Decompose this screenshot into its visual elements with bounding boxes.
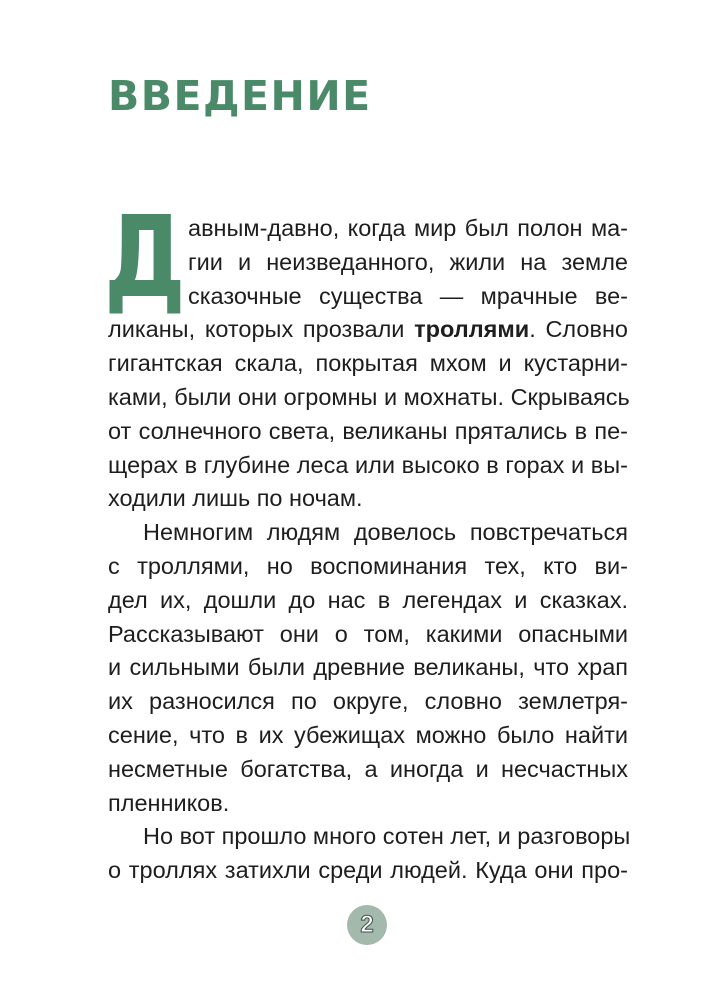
text-fragment: ликаны, которых прозвали — [108, 316, 415, 343]
text-line — [108, 821, 631, 851]
text-line: от солнечного света, великаны прятались в пе- — [108, 417, 628, 444]
text-line: и сильными были древние великаны, что храп — [108, 654, 628, 681]
text-fragment: Но вот прошло много сотен лет, и разговоры — [143, 823, 631, 850]
text-line: ками, были они огромны и мохнаты. Скрываясь — [108, 384, 630, 410]
drop-cap: Д — [104, 193, 186, 323]
text-line: гигантская скала, покрытая мхом и кустарни- — [108, 350, 628, 377]
bold-term: троллями — [414, 316, 530, 343]
text-line: о троллях затихли среди людей. Куда они про- — [108, 857, 628, 884]
text-line: дел их, дошли до нас в легендах и сказках. — [108, 586, 628, 613]
text-line: щерах в глубине леса или высоко в горах и вы- — [108, 451, 628, 478]
text-line — [108, 517, 628, 547]
chapter-title: ВВЕДЕНИЕ — [108, 72, 372, 120]
text-line: сение, что в их убежищах можно было найти — [108, 722, 628, 748]
text-line: авным-давно, когда мир был полон ма- — [188, 215, 628, 241]
text-line: сказочные существа — мрачные ве- — [188, 282, 628, 309]
text-line: Рассказывают они о том, какими опасными — [108, 620, 628, 647]
text-line: с троллями, но воспоминания тех, кто ви- — [108, 553, 628, 579]
text-line: гии и неизведанного, жили на земле — [188, 248, 628, 275]
text-fragment: Немногим людям довелось повстречаться — [143, 519, 628, 546]
text-line: ходили лишь по ночам. — [108, 485, 363, 512]
page-number: 2 — [347, 905, 387, 945]
text-line — [108, 314, 628, 344]
text-line: пленников. — [108, 789, 230, 816]
text-line: их разносился по округе, словно землетря- — [108, 688, 628, 715]
text-line: несметные богатства, а иногда и несчастных — [108, 755, 628, 782]
text-fragment: . Словно — [529, 316, 629, 343]
